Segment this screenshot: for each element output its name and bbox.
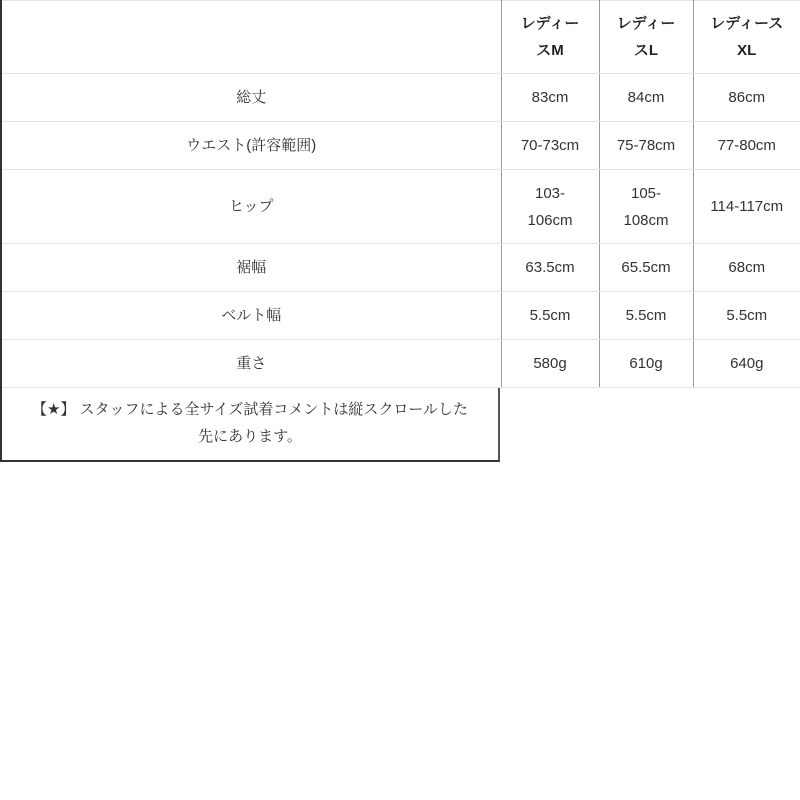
size-value: 75-78cm [599,122,693,170]
row-label: ヒップ [1,170,501,244]
table-row-weight [1,340,800,388]
size-value: 65.5cm [599,244,693,292]
note-box [0,388,500,462]
size-value: 103-106cm [501,170,599,244]
size-value: 640g [693,340,800,388]
size-value: 5.5cm [501,292,599,340]
column-header-ladies-m: レディースM [501,1,599,74]
size-value: 105-108cm [599,170,693,244]
table-row-total-length [1,74,800,122]
size-value: 83cm [501,74,599,122]
row-label: ベルト幅 [1,292,501,340]
row-label: 重さ [1,340,501,388]
column-header-ladies-xl: レディースXL [693,1,800,74]
size-value: 5.5cm [693,292,800,340]
column-header-ladies-l: レディースL [599,1,693,74]
size-spec-table [0,0,800,388]
size-value: 86cm [693,74,800,122]
size-value: 84cm [599,74,693,122]
size-value: 580g [501,340,599,388]
note-text: 【★】 スタッフによる全サイズ試着コメントは縦スクロールした先にあります。 [31,401,469,445]
table-row-belt-width [1,292,800,340]
size-value: 77-80cm [693,122,800,170]
row-label: 裾幅 [1,244,501,292]
size-value: 68cm [693,244,800,292]
size-value: 5.5cm [599,292,693,340]
size-value: 610g [599,340,693,388]
table-row-hem-width [1,244,800,292]
size-value: 114-117cm [693,170,800,244]
size-value: 63.5cm [501,244,599,292]
header-row [1,1,800,74]
row-label: ウエスト(許容範囲) [1,122,501,170]
corner-cell [1,1,501,74]
row-label: 総丈 [1,74,501,122]
table-row-hip [1,170,800,244]
size-value: 70-73cm [501,122,599,170]
table-row-waist [1,122,800,170]
